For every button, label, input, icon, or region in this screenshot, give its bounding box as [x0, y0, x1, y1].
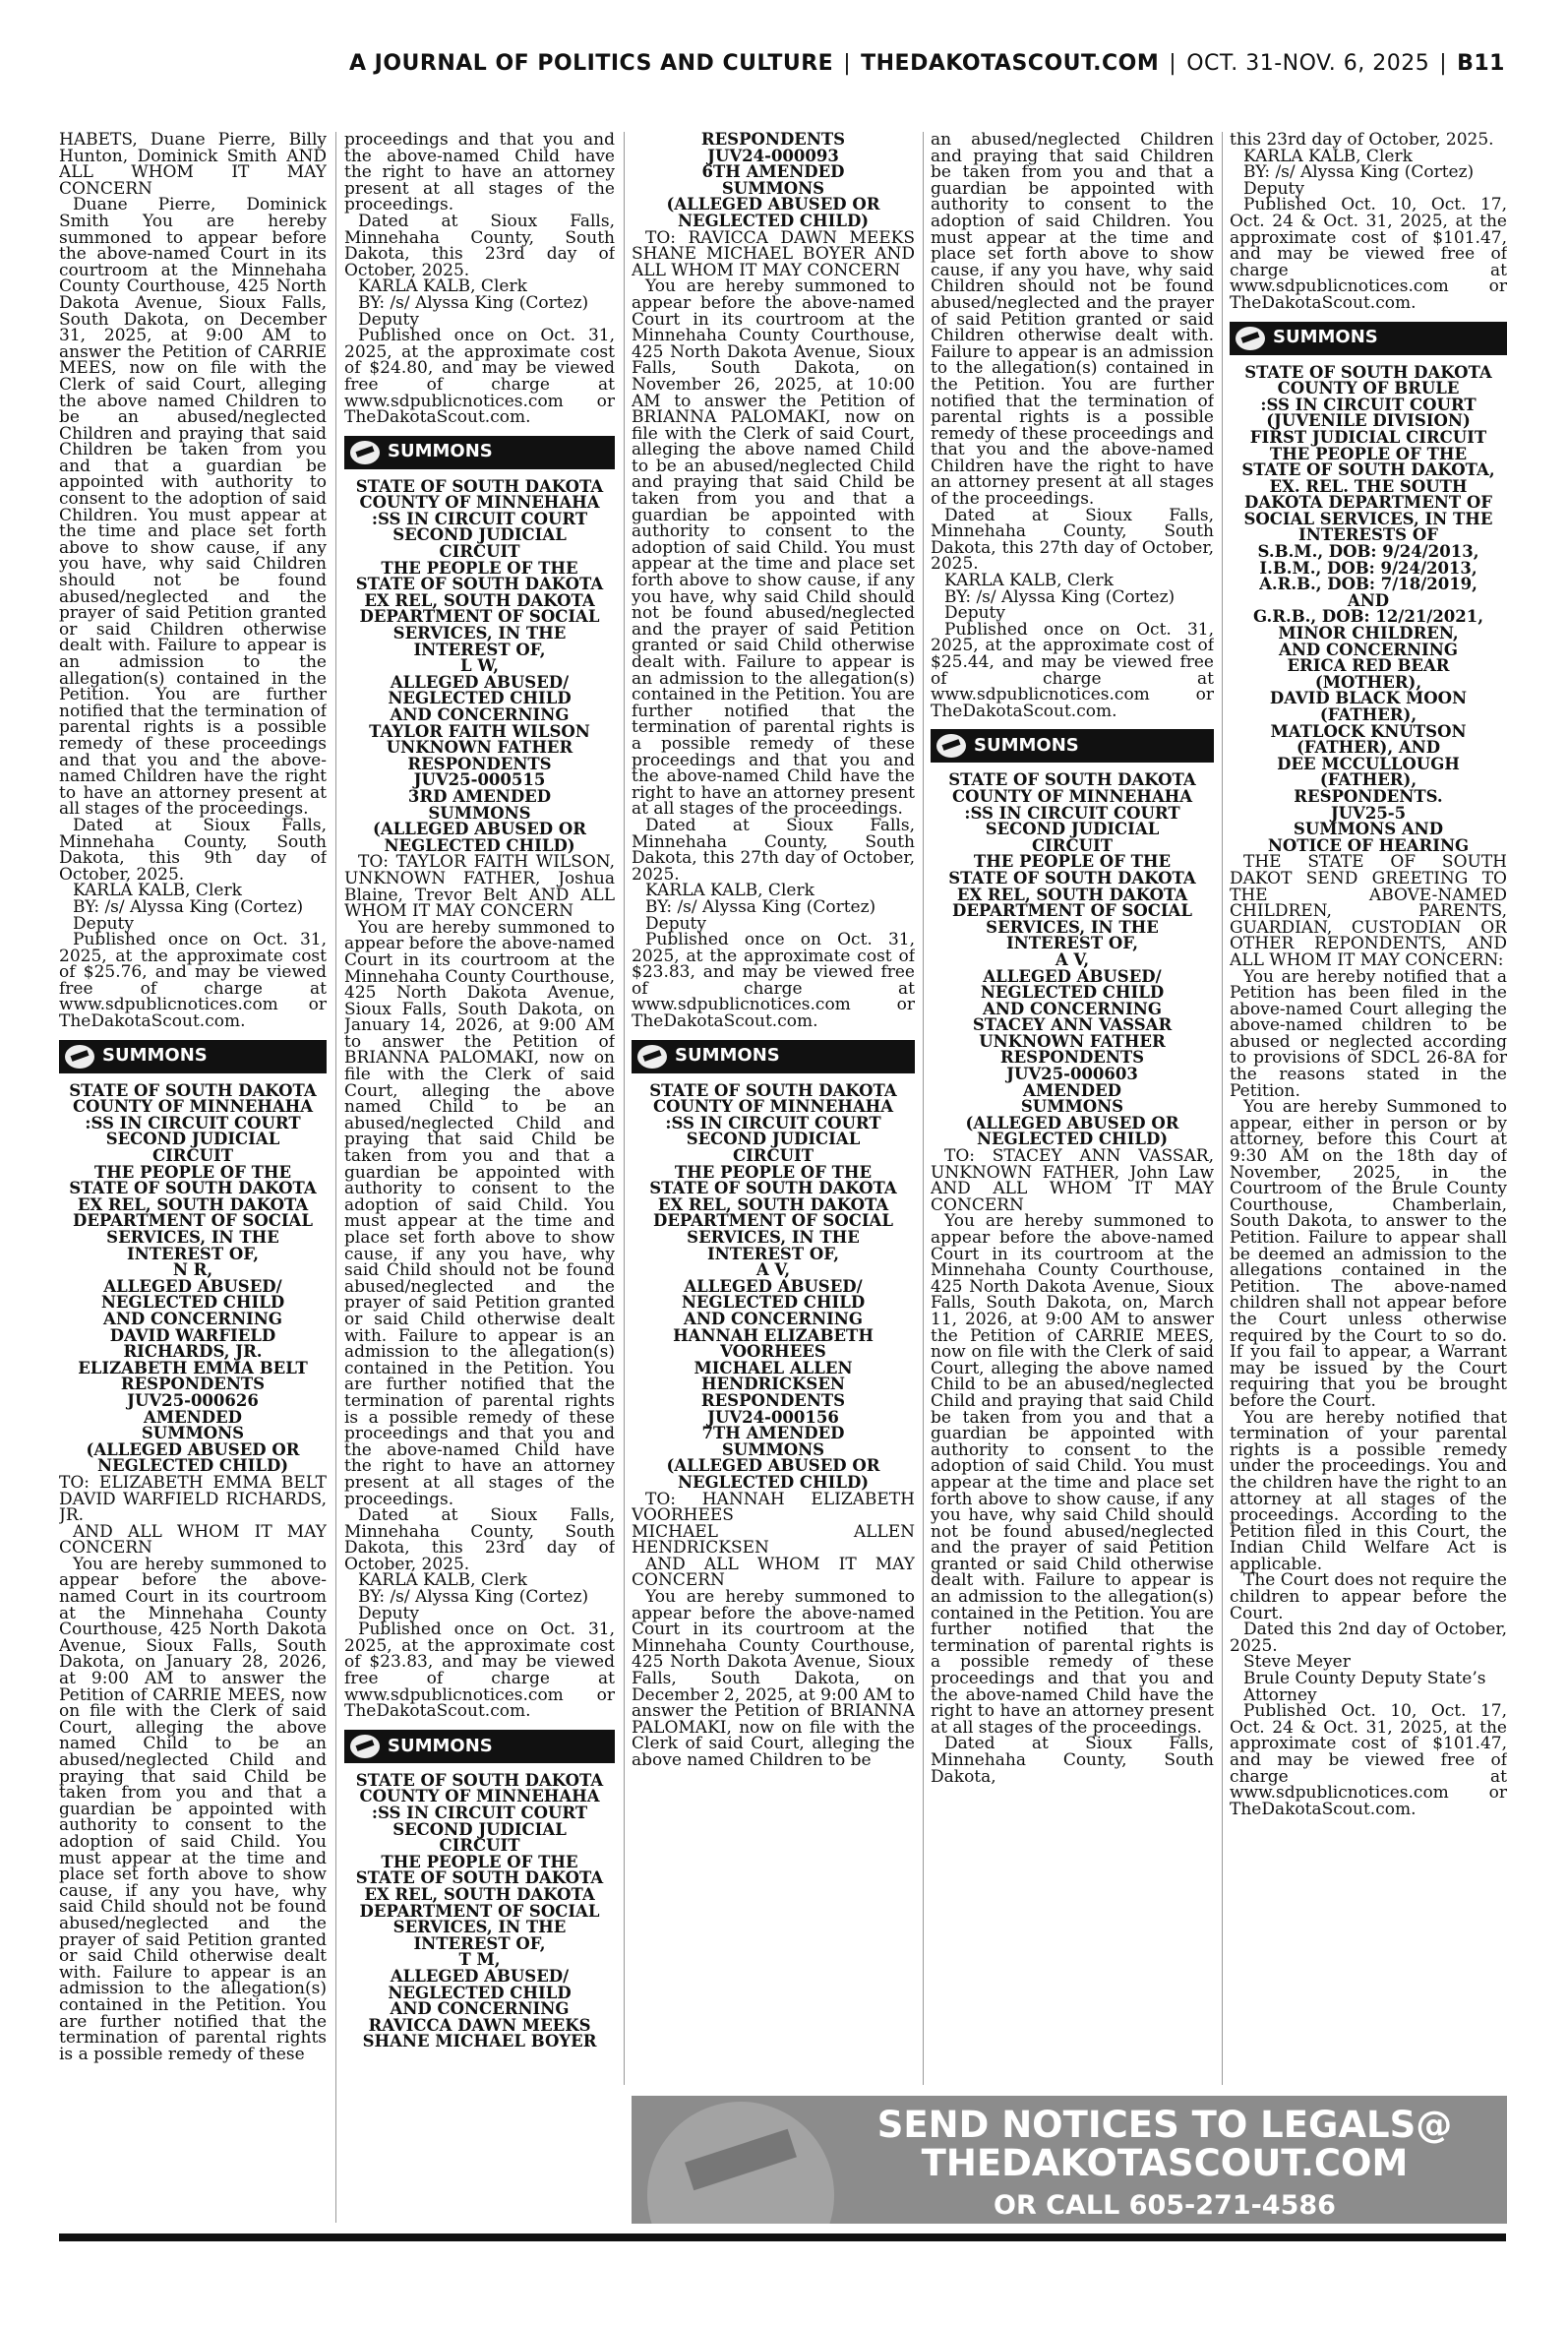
caption-line: CIRCUIT [151, 1146, 234, 1166]
concern-line: AND ALL WHOM IT MAY CONCERN [632, 1554, 915, 1591]
caption-line: ALLEGED ABUSED/ [103, 1276, 282, 1296]
concern-line: AND ALL WHOM IT MAY CONCERN [59, 1521, 327, 1559]
dated-line: Dated at Sioux Falls, Minnehaha County, South Dakota, [931, 1734, 1214, 1787]
column-rule [1222, 132, 1223, 2085]
caption-line: NEGLECTED CHILD [681, 1293, 866, 1313]
notice-text: You are hereby summoned to appear before the above-named Court in its courtroom at the Minnehaha County Courthouse, 425 North Dakota Avenue, Sioux Falls, South Dakota, on November 26, 2025, at 10:00 AM to answer the Petition of BRIANNA PALOMAKI, now on file with the Clerk of said Court, alleging the above named Child to be an abused/neglected Child and praying that said Child be taken from you and that a guardian be appointed with authority to consent to the adoption of said Child. You must appear at the time and place set forth above to show cause, if any you have, why said Child should not be found abused/neglected and the prayer of said Petition granted or said Child otherwise dealt with. Failure to appear is an admission to the allegation(s) contained in the Petition. You are further notified that the termination of parental rights is a possible remedy of these proceedings and that you and the above-named Child have the right to have an attorney present at all stages of the proceedings. [632, 276, 915, 820]
caption-line: 7TH AMENDED [701, 1424, 845, 1443]
caption-line: ALLEGED ABUSED/ [684, 1276, 863, 1296]
caption-line: (ALLEGED ABUSED OR [666, 1456, 880, 1476]
caption-line: EX REL, SOUTH DAKOTA [77, 1194, 309, 1214]
caption-line: ELIZABETH EMMA BELT [78, 1358, 308, 1377]
caption-line: STATE OF SOUTH DAKOTA [355, 476, 604, 496]
caption-line: RESPONDENTS [700, 132, 846, 149]
caption-line: MATLOCK KNUTSON [1270, 721, 1467, 741]
caption-line: (ALLEGED ABUSED OR [666, 195, 880, 214]
caption-line: CIRCUIT [732, 1146, 814, 1166]
published-line: Published once on Oct. 31, 2025, at the approximate cost of $23.83, and may be viewed free of charge at www.sdpublicnotices.com or TheDakotaScout.com. [632, 930, 915, 1032]
dated-line: Dated at Sioux Falls, Minnehaha County, South Dakota, this 23rd day of October, 2025. [344, 211, 615, 280]
page-number: B11 [1457, 51, 1505, 76]
caption-line: EX. REL. THE SOUTH [1269, 476, 1468, 496]
caption-line: NEGLECTED CHILD) [677, 1472, 870, 1492]
notice-text: You are hereby summoned to appear before the above-named Court in its courtroom at the Minnehaha County Courthouse, 425 North Dakota Avenue, Sioux Falls, South Dakota, on, March 11, 2026, at 9:00 AM to answer the Petition of CARRIE MEES, now on file with the Clerk of said Court, alleging the above named Child to be an abused/neglected Child and praying that said Child be taken from you and that a guardian be appointed with authority to consent to the adoption of said Child. You must appear at the time and place set forth above to show cause, if any you have, why said Child should not be found abused/neglected and the prayer of said Petition granted or said Child otherwise dealt with. Failure to appear is an admission to the allegation(s) contained in the Petition. You are further notified that the termination of parental rights is a possible remedy of these proceedings and that you and the above-named Child have the right to have an attorney present at all stages of the proceedings. [931, 1211, 1214, 1738]
published-line: Published once on Oct. 31, 2025, at the approximate cost of $24.80, and may be viewed free of charge at www.sdpublicnotices.com or TheDakotaScout.com. [344, 326, 615, 428]
promo-line-1: SEND NOTICES TO LEGALS@ [876, 2104, 1453, 2146]
caption-line: A V, [1055, 949, 1090, 969]
section-label: SUMMONS [102, 1045, 208, 1067]
caption-line: SERVICES, IN THE [687, 1228, 860, 1247]
caption-line: AND CONCERNING [684, 1309, 863, 1328]
section-label: SUMMONS [1273, 327, 1378, 348]
caption-line: RAVICCA DAWN MEEKS [368, 2015, 591, 2035]
notice-text: You are hereby Summoned to appear, either in person or by attorney, before this Court at 9:30 AM on the 18th day of November, 2025, in the Courtroom of the Brule County Courthouse, Chamberlain, South Dakota, to answer to the Petition. Failure to appear shall be deemed an admission to the allegations contained in the Petition. The above-named children shall not appear before the Court unless otherwise required by the Court to so do. If you fail to appear, a Warrant may be issued by the Court requiring that you be brought before the Court. [1230, 1097, 1507, 1411]
caption-line: AND [1347, 590, 1390, 610]
clerk-line: KARLA KALB, Clerk [358, 276, 527, 297]
caption-line: STACEY ANN VASSAR [972, 1015, 1173, 1035]
bottom-rule [59, 2233, 1506, 2241]
site-name: THEDAKOTASCOUT.COM [861, 51, 1160, 76]
caption-line: A V, [755, 1260, 791, 1280]
caption-line: COUNTY OF MINNEHAHA [951, 786, 1193, 806]
caption-line: STATE OF SOUTH DAKOTA [649, 1080, 897, 1100]
caption-line: 3RD AMENDED [407, 786, 552, 806]
caption-line: JUV25-000515 [413, 770, 546, 790]
caption-line: THE PEOPLE OF THE [973, 852, 1172, 872]
to-line: TO: TAYLOR FAITH WILSON, UNKNOWN FATHER, Joshua Blaine, Trevor Belt AND ALL WHOM IT MAY CONCERN [344, 852, 615, 922]
notice-text: HABETS, Duane Pierre, Billy Hunton, Dominick Smith AND ALL WHOM IT MAY CONCERN [59, 132, 327, 199]
caption-line: DAKOTA DEPARTMENT OF [1244, 493, 1492, 513]
dated-line: Dated at Sioux Falls, Minnehaha County, South Dakota, this 23rd day of October, 2025. [344, 1505, 615, 1574]
section-bar [632, 1040, 915, 1073]
section-bar [344, 1730, 615, 1763]
caption-line: G.R.B., DOB: 12/21/2021, [1253, 607, 1483, 627]
caption-line: RESPONDENTS [407, 754, 552, 773]
caption-line: INTEREST OF, [413, 640, 546, 659]
column-1 [59, 132, 327, 2218]
caption-line: MINOR CHILDREN, [1278, 624, 1459, 643]
caption-line: DEE MCCULLOUGH [1277, 754, 1460, 773]
caption-line: STATE OF SOUTH DAKOTA [1244, 362, 1492, 382]
caption-line: SUMMONS AND [1293, 820, 1444, 839]
promo-headline [840, 2106, 1489, 2182]
to-line: TO: RAVICCA DAWN MEEKS SHANE MICHAEL BOYER AND ALL WHOM IT MAY CONCERN [632, 227, 915, 280]
caption-line: :SS IN CIRCUIT COURT [964, 803, 1180, 823]
caption-line: SUMMONS [141, 1424, 245, 1443]
clerk-line: KARLA KALB, Clerk [1243, 146, 1413, 166]
column-rule [624, 132, 625, 2085]
by-line: BY: /s/ Alyssa King (Cortez) [1243, 162, 1475, 183]
caption-line: RESPONDENTS [120, 1375, 266, 1394]
caption-line: JUV25-000626 [127, 1390, 259, 1410]
caption-line: VOORHEES [720, 1342, 826, 1362]
caption-line: (ALLEGED ABUSED OR [965, 1113, 1179, 1132]
column-2 [344, 132, 615, 2218]
caption-line: HENDRICKSEN [700, 1375, 846, 1394]
dated-line: Dated this 2nd day of October, 2025. [1230, 1620, 1507, 1656]
caption-line: NEGLECTED CHILD [388, 1983, 572, 2002]
promo-phone: OR CALL 605-271-4586 [994, 2190, 1336, 2221]
caption-line: RESPONDENTS [999, 1048, 1145, 1068]
caption-line: SECOND JUDICIAL [686, 1130, 861, 1149]
caption-line: FIRST JUDICIAL CIRCUIT [1249, 427, 1487, 447]
caption-line: DAVID WARFIELD [109, 1325, 276, 1345]
notice-text: You are hereby notified that a Petition has been filed in the above-named Court alleging the above-named children to be abused or neglected according to provisions of SDCL 26-8A for the reasons stated in the Petition. [1230, 966, 1507, 1101]
caption-line: RICHARDS, JR. [123, 1342, 263, 1362]
section-bar [59, 1040, 327, 1073]
by-line: BY: /s/ Alyssa King (Cortez) [73, 896, 304, 917]
section-label: SUMMONS [974, 735, 1079, 757]
deputy-line: Deputy [645, 913, 706, 934]
caption-line: NEGLECTED CHILD) [976, 1130, 1169, 1149]
deputy-line: Deputy [944, 603, 1005, 624]
caption-line: AMENDED [1023, 1080, 1121, 1100]
caption-line: :SS IN CIRCUIT COURT [1260, 395, 1477, 414]
caption-line: STATE OF SOUTH DAKOTA [948, 868, 1196, 887]
caption-line: RESPONDENTS. [1294, 786, 1443, 806]
caption-line: S.B.M., DOB: 9/24/2013, [1257, 542, 1479, 562]
case-caption [632, 132, 915, 230]
caption-line: INTEREST OF, [413, 1933, 546, 1953]
by-line: BY: /s/ Alyssa King (Cortez) [944, 586, 1176, 607]
greeting-text: THE STATE OF SOUTH DAKOT SEND GREETING TO THE ABOVE-NAMED CHILDREN, PARENTS, GUARDIAN, CUSTODIAN OR OTHER REPONDENTS, AND ALL WHOM IT MAY CONCERN: [1230, 852, 1507, 970]
by-line: BY: /s/ Alyssa King (Cortez) [358, 292, 589, 313]
caption-line: L W, [459, 656, 500, 676]
caption-line: SERVICES, IN THE [392, 1918, 567, 1937]
published-line: Published Oct. 10, Oct. 17, Oct. 24 & Oct. 31, 2025, at the approximate cost of $101.47, and may be viewed free of charge at www.sdpublicnotices.com or TheDakotaScout.com. [1230, 195, 1507, 313]
published-line: Published once on Oct. 31, 2025, at the approximate cost of $25.44, and may be viewed free of charge at www.sdpublicnotices.com or TheDakotaScout.com. [931, 619, 1214, 721]
caption-line: NEGLECTED CHILD) [96, 1456, 289, 1476]
scout-logo-icon [350, 1735, 380, 1758]
notice-text: The Court does not require the children to appear before the Court. [1230, 1570, 1507, 1623]
clerk-line: KARLA KALB, Clerk [944, 571, 1114, 591]
deputy-line: Deputy [358, 1603, 419, 1623]
caption-line: NEGLECTED CHILD [388, 689, 572, 708]
caption-line: COUNTY OF MINNEHAHA [359, 493, 600, 513]
caption-line: INTEREST OF, [126, 1244, 260, 1263]
case-caption [1230, 362, 1507, 855]
scout-logo-icon [1236, 327, 1265, 350]
deputy-line: Deputy [358, 309, 419, 330]
clerk-line: KARLA KALB, Clerk [645, 881, 814, 901]
column-5 [1230, 132, 1507, 2075]
dated-line: this 23rd day of October, 2025. [1230, 132, 1494, 150]
caption-line: :SS IN CIRCUIT COURT [371, 509, 588, 528]
notice-text: You are hereby summoned to appear before the above-named Court in its courtroom at the Minnehaha County Courthouse, 425 North Dakota Avenue, Sioux Falls, South Dakota, on January 14, 2026, at 9:00 AM to answer the Petition of BRIANNA PALOMAKI, now on file with the Clerk of said Court, alleging the above named Child to be an abused/neglected Child and praying that said Child be taken from you and that a guardian be appointed with authority to consent to the adoption of said Child. You must appear at the time and place set forth above to show cause, if any you have, why said Child should not be found abused/neglected and the prayer of said Petition granted or said Child otherwise dealt with. Failure to appear is an admission to the allegation(s) contained in the Petition. You are further notified that the termination of parental rights is a possible remedy of these proceedings and that you and the above-named Child have the right to have an attorney present at all stages of the proceedings. [344, 917, 615, 1509]
scout-logo-icon [936, 734, 966, 758]
section-bar [931, 729, 1214, 763]
caption-line: SERVICES, IN THE [106, 1228, 279, 1247]
to-line: TO: HANNAH ELIZABETH VOORHEES [632, 1489, 915, 1526]
column-rule [335, 132, 336, 2223]
caption-line: STATE OF SOUTH DAKOTA [355, 1770, 604, 1790]
notice-text: an abused/neglected Children and praying that said Children be taken from you and that a guardian be appointed with authority to consent to the adoption of said Children. You must appear at the time and place set forth above to show cause, if any you have, why said Children should not be found abused/neglected and the prayer of said Petition granted or said Children otherwise dealt with. Failure to appear is an admission to the allegation(s) contained in the Petition. You are further notified that the termination of parental rights is a possible remedy of these proceedings and that you and the above-named Children have the right to have an attorney present at all stages of the proceedings. [931, 132, 1214, 510]
caption-line: A.R.B., DOB: 7/18/2019, [1259, 575, 1478, 594]
caption-line: SUMMONS [721, 178, 825, 198]
caption-line: EX REL, SOUTH DAKOTA [657, 1194, 889, 1214]
caption-line: SHANE MICHAEL BOYER [362, 2032, 597, 2051]
notice-text: You are hereby summoned to appear before the above-named Court in its courtroom at the Minnehaha County Courthouse, 425 North Dakota Avenue, Sioux Falls, South Dakota, on January 28, 2026, at 9:00 AM to answer the Petition of CARRIE MEES, now on file with the Clerk of said Court, alleging the above named Child to be an abused/neglected Child and praying that said Child be taken from you and that a guardian be appointed with authority to consent to the adoption of said Child. You must appear at the time and place set forth above to show cause, if any you have, why said Child should not be found abused/neglected and the prayer of said Petition granted or said Child otherwise dealt with. Failure to appear is an admission to the allegation(s) contained in the Petition. You are further notified that the termination of parental rights is a possible remedy of these [59, 1554, 327, 2064]
caption-line: 6TH AMENDED [701, 162, 845, 182]
caption-line: (JUVENILE DIVISION) [1266, 411, 1471, 431]
case-caption [344, 476, 615, 855]
caption-line: AND CONCERNING [1279, 640, 1458, 659]
by-line: BY: /s/ Alyssa King (Cortez) [645, 896, 876, 917]
dated-line: Dated at Sioux Falls, Minnehaha County, South Dakota, this 27th day of October, 2025. [931, 505, 1214, 575]
caption-line: EX REL, SOUTH DAKOTA [956, 885, 1188, 904]
caption-line: THE PEOPLE OF THE [381, 558, 578, 578]
by-line: BY: /s/ Alyssa King (Cortez) [358, 1587, 589, 1608]
caption-line: STATE OF SOUTH DAKOTA [69, 1080, 317, 1100]
notice-text: You are hereby summoned to appear before the above-named Court in its courtroom at the Minnehaha County Courthouse, 425 North Dakota Avenue, Sioux Falls, South Dakota, on December 2, 2025, at 9:00 AM to answer the Petition of BRIANNA PALOMAKI, now on file with the Clerk of said Court, alleging the above named Children to be [632, 1587, 915, 1770]
caption-line: STATE OF SOUTH DAKOTA [69, 1179, 317, 1198]
scout-logo-icon [637, 1045, 667, 1069]
signer-title: Brule County Deputy State’s Attorney [1243, 1669, 1486, 1705]
caption-line: (ALLEGED ABUSED OR [373, 820, 586, 839]
caption-line: (FATHER), AND [1296, 738, 1441, 758]
dated-line: Dated at Sioux Falls, Minnehaha County, South Dakota, this 9th day of October, 2025. [59, 815, 327, 885]
caption-line: (FATHER), [1319, 770, 1417, 790]
caption-line: I.B.M., DOB: 9/24/2013, [1259, 558, 1478, 578]
caption-line: CIRCUIT [439, 1836, 520, 1856]
case-caption [344, 1770, 615, 2051]
caption-line: STATE OF SOUTH DAKOTA [355, 575, 604, 594]
caption-line: EX REL, SOUTH DAKOTA [364, 590, 595, 610]
caption-line: THE PEOPLE OF THE [674, 1162, 873, 1182]
caption-line: NEGLECTED CHILD) [677, 211, 870, 230]
caption-line: DEPARTMENT OF SOCIAL [653, 1211, 893, 1231]
scout-logo-icon [65, 1045, 94, 1069]
to-line: MICHAEL ALLEN HENDRICKSEN [632, 1521, 915, 1559]
caption-line: :SS IN CIRCUIT COURT [85, 1113, 301, 1132]
caption-line: RESPONDENTS [700, 1390, 846, 1410]
caption-line: STATE OF SOUTH DAKOTA [649, 1179, 897, 1198]
caption-line: :SS IN CIRCUIT COURT [371, 1804, 588, 1822]
caption-line: COUNTY OF MINNEHAHA [359, 1787, 600, 1806]
caption-line: THE PEOPLE OF THE [381, 1852, 578, 1871]
to-line: TO: ELIZABETH EMMA BELT DAVID WARFIELD RICHARDS, JR. [59, 1472, 327, 1526]
case-caption [59, 1080, 327, 1476]
caption-line: SUMMONS [1020, 1097, 1124, 1117]
caption-line: UNKNOWN FATHER [386, 738, 573, 758]
caption-line: TAYLOR FAITH WILSON [369, 721, 590, 741]
legals-promo-banner [632, 2096, 1507, 2224]
deputy-line: Deputy [73, 913, 134, 934]
page-header: A JOURNAL OF POLITICS AND CULTURE | THEDAKOTASCOUT.COM | OCT. 31-NOV. 6, 2025 | B11 [348, 51, 1505, 76]
issue-date: OCT. 31-NOV. 6, 2025 [1186, 51, 1430, 76]
notice-text: You are hereby notified that termination of your parental rights is a possible remedy under the proceedings. You and the children have the right to an attorney at all stages of the proceedings. According to the Petition filed in this Court, the Indian Child Welfare Act is applicable. [1230, 1407, 1507, 1574]
notice-text: Duane Pierre, Dominick Smith You are hereby summoned to appear before the above-named Court in its courtroom at the Minnehaha County Courthouse, 425 North Dakota Avenue, Sioux Falls, South Dakota, on December 31, 2025, at 9:00 AM to answer the Petition of CARRIE MEES, now on file with the Clerk of said Court, alleging the above named Children to be an abused/neglected Children and praying that said Children be taken from you and that a guardian be appointed with authority to consent to the adoption of said Children. You must appear at the time and place set forth above to show cause, if any you have, why said Children should not be found abused/neglected and the prayer of said Petition granted or said Children otherwise dealt with. Failure to appear is an admission to the allegation(s) contained in the Petition. You are further notified that the termination of parental rights is a possible remedy of these proceedings and that you and the above-named Children have the right to have an attorney present at all stages of the proceedings. [59, 195, 327, 820]
notice-text: proceedings and that you and the above-named Child have the right to have an attorney present at all stages of the proceedings. [344, 132, 615, 215]
caption-line: INTEREST OF, [1005, 934, 1139, 953]
scout-logo-icon [350, 441, 380, 464]
case-caption [632, 1080, 915, 1492]
caption-line: :SS IN CIRCUIT COURT [665, 1113, 881, 1132]
caption-line: DEPARTMENT OF SOCIAL [359, 1901, 600, 1921]
clerk-line: KARLA KALB, Clerk [358, 1570, 527, 1591]
published-line: Published once on Oct. 31, 2025, at the approximate cost of $25.76, and may be viewed free of charge at www.sdpublicnotices.com or TheDakotaScout.com. [59, 930, 327, 1032]
signer-name: Steve Meyer [1243, 1652, 1351, 1673]
published-line: Published Oct. 10, Oct. 17, Oct. 24 & Oct. 31, 2025, at the approximate cost of $101.47, and may be viewed free of charge at www.sdpublicnotices.com or TheDakotaScout.com. [1230, 1701, 1507, 1819]
caption-line: SUMMONS [428, 803, 531, 823]
journal-tagline: A JOURNAL OF POLITICS AND CULTURE [348, 51, 834, 76]
dated-line: Dated at Sioux Falls, Minnehaha County, South Dakota, this 27th day of October, 2025. [632, 815, 915, 885]
caption-line: THE PEOPLE OF THE [93, 1162, 292, 1182]
caption-line: SOCIAL SERVICES, IN THE [1243, 509, 1493, 528]
caption-line: STATE OF SOUTH DAKOTA, [1241, 460, 1495, 480]
caption-line: ALLEGED ABUSED/ [390, 672, 570, 692]
deputy-line: Deputy [1243, 178, 1304, 199]
caption-line: NEGLECTED CHILD) [384, 835, 575, 855]
caption-line: AND CONCERNING [983, 999, 1162, 1018]
column-3 [632, 132, 915, 2075]
caption-line: MICHAEL ALLEN [694, 1358, 853, 1377]
caption-line: CIRCUIT [1031, 835, 1114, 855]
caption-line: INTERESTS OF [1298, 525, 1438, 545]
caption-line: NEGLECTED CHILD [980, 983, 1165, 1003]
caption-line: NOTICE OF HEARING [1267, 835, 1470, 855]
caption-line: T M, [458, 1950, 501, 1970]
caption-line: CIRCUIT [439, 542, 520, 562]
caption-line: COUNTY OF BRULE [1277, 379, 1460, 398]
section-bar [344, 436, 615, 469]
caption-line: ERICA RED BEAR [1287, 656, 1450, 676]
caption-line: ALLEGED ABUSED/ [983, 966, 1162, 986]
caption-line: AND CONCERNING [390, 705, 570, 724]
caption-line: SERVICES, IN THE [392, 624, 567, 643]
caption-line: DEPARTMENT OF SOCIAL [952, 901, 1192, 921]
caption-line: (MOTHER), [1314, 672, 1422, 692]
caption-line: HANNAH ELIZABETH [673, 1325, 874, 1345]
caption-line: JUV24-000093 [707, 146, 839, 165]
caption-line: ALLEGED ABUSED/ [390, 1966, 570, 1986]
published-line: Published once on Oct. 31, 2025, at the approximate cost of $23.83, and may be viewed free of charge at www.sdpublicnotices.com or TheDakotaScout.com. [344, 1620, 615, 1722]
caption-line: THE PEOPLE OF THE [1269, 444, 1468, 463]
caption-line: EX REL, SOUTH DAKOTA [364, 1884, 595, 1904]
section-label: SUMMONS [388, 1735, 493, 1756]
caption-line: INTEREST OF, [706, 1244, 840, 1263]
caption-line: COUNTY OF MINNEHAHA [652, 1097, 894, 1117]
caption-line: SERVICES, IN THE [986, 917, 1159, 937]
caption-line: DAVID BLACK MOON [1269, 689, 1468, 708]
caption-line: JUV25-000603 [1006, 1065, 1138, 1084]
caption-line: STATE OF SOUTH DAKOTA [948, 770, 1196, 790]
caption-line: SECOND JUDICIAL [105, 1130, 280, 1149]
caption-line: SECOND JUDICIAL [985, 820, 1160, 839]
scout-logo-icon [647, 2102, 834, 2224]
caption-line: SECOND JUDICIAL [392, 1819, 567, 1839]
caption-line: NEGLECTED CHILD [100, 1293, 285, 1313]
clerk-line: KARLA KALB, Clerk [73, 881, 242, 901]
caption-line: JUV25-5 [1330, 803, 1407, 823]
section-label: SUMMONS [675, 1045, 780, 1067]
caption-line: STATE OF SOUTH DAKOTA [355, 1868, 604, 1888]
caption-line: (FATHER), [1319, 705, 1417, 724]
caption-line: AMENDED [144, 1407, 242, 1427]
section-bar [1230, 322, 1507, 355]
caption-line: DEPARTMENT OF SOCIAL [359, 607, 600, 627]
caption-line: JUV24-000156 [707, 1407, 839, 1427]
promo-line-2: THEDAKOTASCOUT.COM [921, 2142, 1409, 2184]
caption-line: UNKNOWN FATHER [979, 1031, 1166, 1051]
caption-line: DEPARTMENT OF SOCIAL [73, 1211, 313, 1231]
caption-line: (ALLEGED ABUSED OR [86, 1439, 300, 1459]
case-caption [931, 772, 1214, 1148]
section-label: SUMMONS [388, 441, 493, 462]
caption-line: COUNTY OF MINNEHAHA [72, 1097, 314, 1117]
caption-line: AND CONCERNING [390, 1999, 570, 2019]
caption-line: N R, [172, 1260, 213, 1280]
to-line: TO: STACEY ANN VASSAR, UNKNOWN FATHER, John Law AND ALL WHOM IT MAY CONCERN [931, 1146, 1214, 1215]
column-rule [923, 132, 924, 2085]
caption-line: SECOND JUDICIAL [392, 525, 567, 545]
caption-line: SUMMONS [721, 1439, 825, 1459]
caption-line: AND CONCERNING [103, 1309, 282, 1328]
column-4 [931, 132, 1214, 2075]
